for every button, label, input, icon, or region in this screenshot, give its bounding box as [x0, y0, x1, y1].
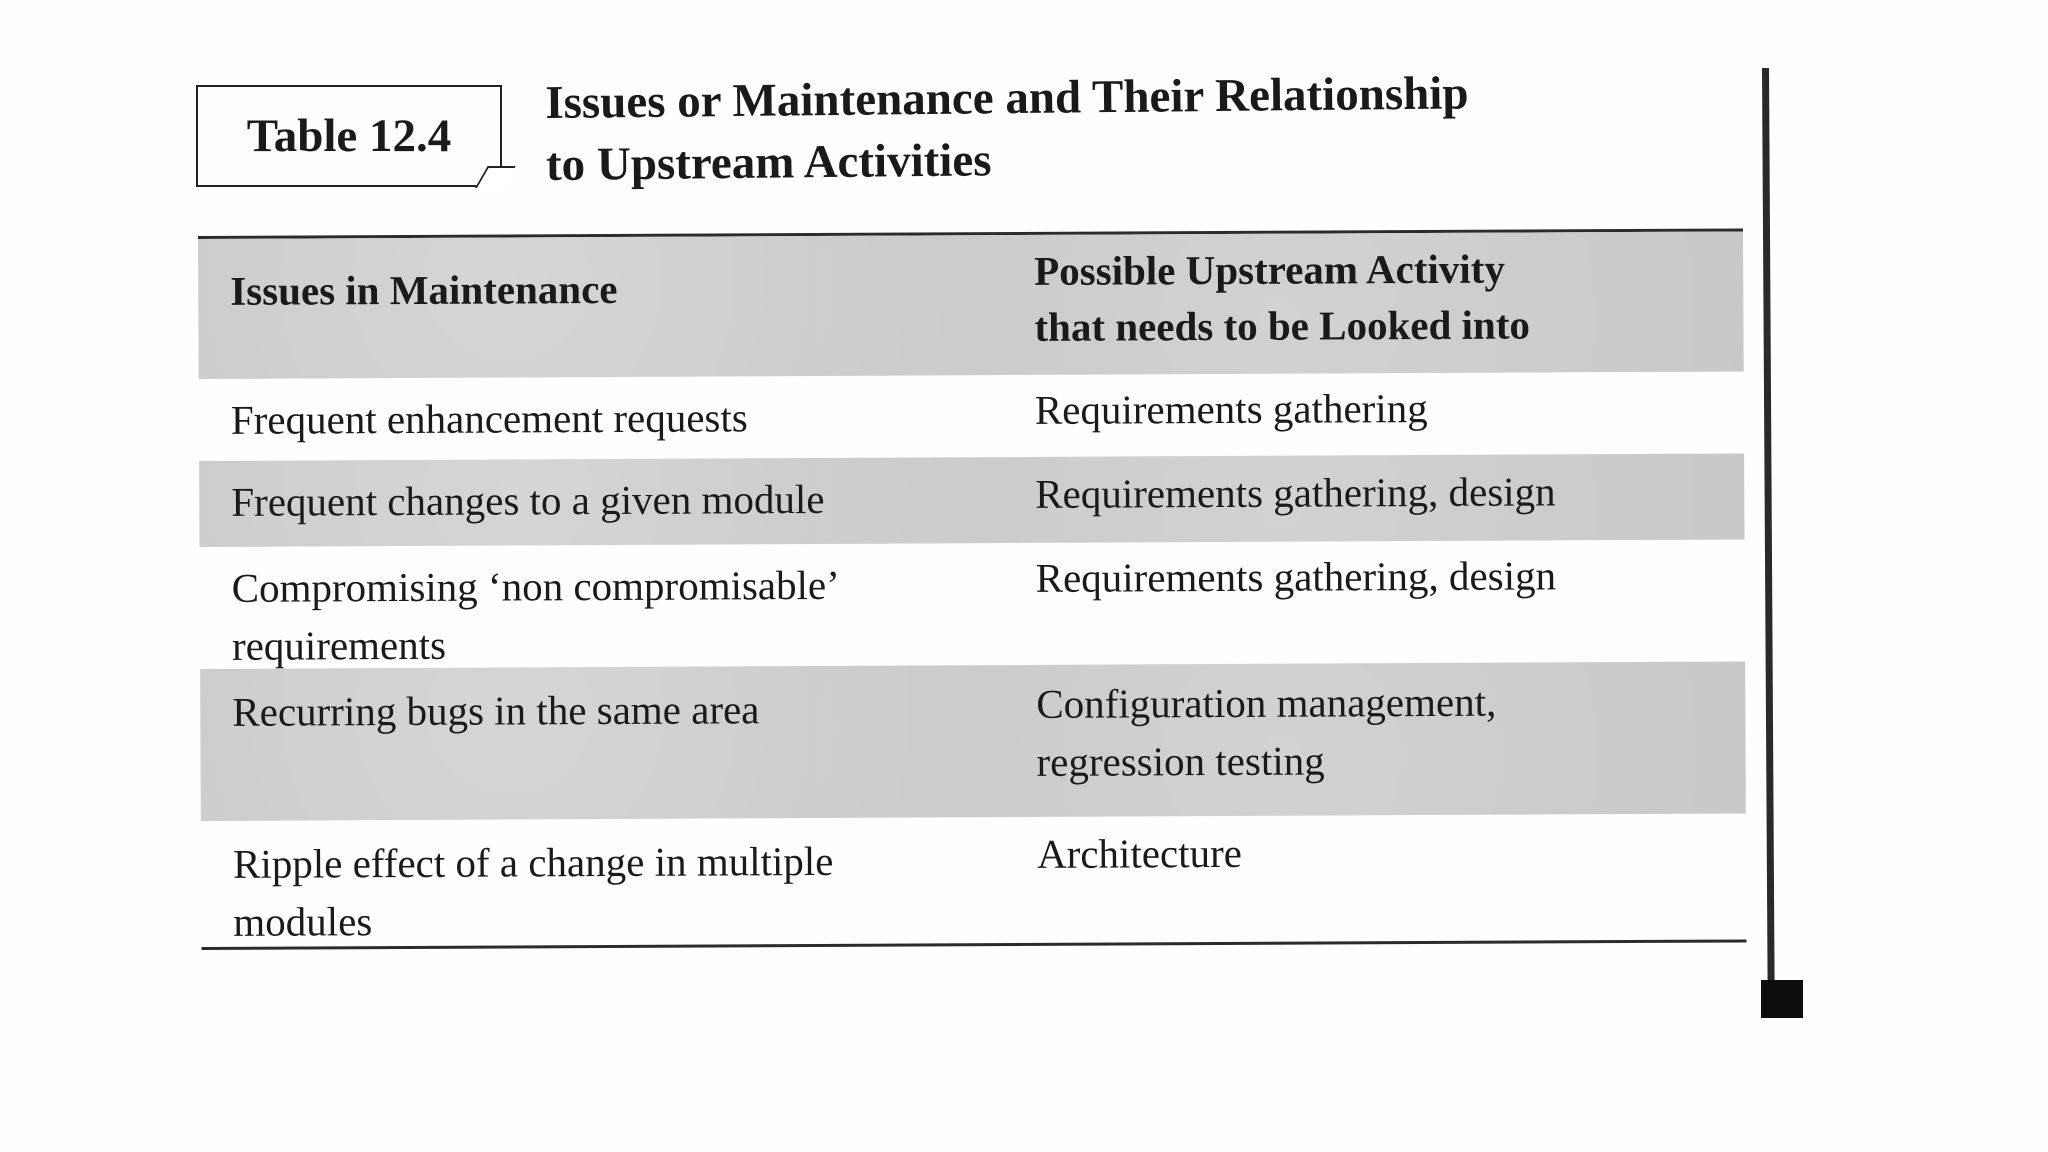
end-of-section-marker [1761, 980, 1803, 1018]
activity-text: Requirements gathering, design [1035, 468, 1556, 517]
table-number-label: Table 12.4 [246, 110, 452, 162]
header-issues-label: Issues in Maintenance [230, 265, 618, 314]
table-row [201, 813, 1747, 947]
folded-corner-icon [475, 166, 516, 188]
table-title-line-2: to Upstream Activities [545, 134, 992, 191]
issue-text: Frequent enhancement requests [230, 394, 748, 443]
activity-text: Requirements gathering, design [1035, 552, 1557, 601]
table-row [200, 539, 1746, 669]
header-activity-line-2: that needs to be Looked into [1034, 301, 1531, 350]
vertical-margin-rule [1762, 68, 1775, 980]
table-row [199, 371, 1744, 461]
activity-cell [1035, 377, 1744, 456]
table-row [199, 453, 1744, 547]
table-row [200, 661, 1746, 821]
table-title [545, 60, 1676, 196]
activity-text: Requirements gathering [1034, 384, 1428, 433]
issue-cell [200, 679, 1037, 821]
table-header-row [198, 231, 1744, 379]
table-title-line-1: Issues or Maintenance and Their Relationship [545, 67, 1469, 129]
activity-cell [1036, 671, 1746, 816]
maintenance-issues-table [198, 228, 1746, 950]
header-upstream-activity [1034, 239, 1744, 374]
activity-cell [1035, 461, 1744, 542]
table-number-box [196, 85, 502, 187]
issue-text: Frequent changes to a given module [231, 475, 825, 525]
issue-cell [199, 387, 1035, 461]
issue-text-continued: modules [233, 898, 373, 945]
activity-cell [1036, 545, 1746, 664]
issue-text-continued: requirements [231, 621, 447, 669]
activity-text: Architecture [1036, 829, 1243, 877]
issue-cell [200, 555, 1037, 669]
header-activity-line-1: Possible Upstream Activity [1034, 245, 1505, 294]
issue-cell [199, 469, 1035, 547]
issue-cell [201, 831, 1038, 947]
issue-text: Ripple effect of a change in multiple [232, 837, 834, 887]
issue-text: Recurring bugs in the same area [232, 686, 760, 735]
activity-cell [1037, 821, 1747, 942]
activity-text-continued: regression testing [1036, 737, 1325, 785]
header-issues [198, 249, 1035, 379]
activity-text: Configuration management, [1036, 678, 1497, 727]
issue-text: Compromising ‘non compromisable’ [231, 561, 840, 611]
